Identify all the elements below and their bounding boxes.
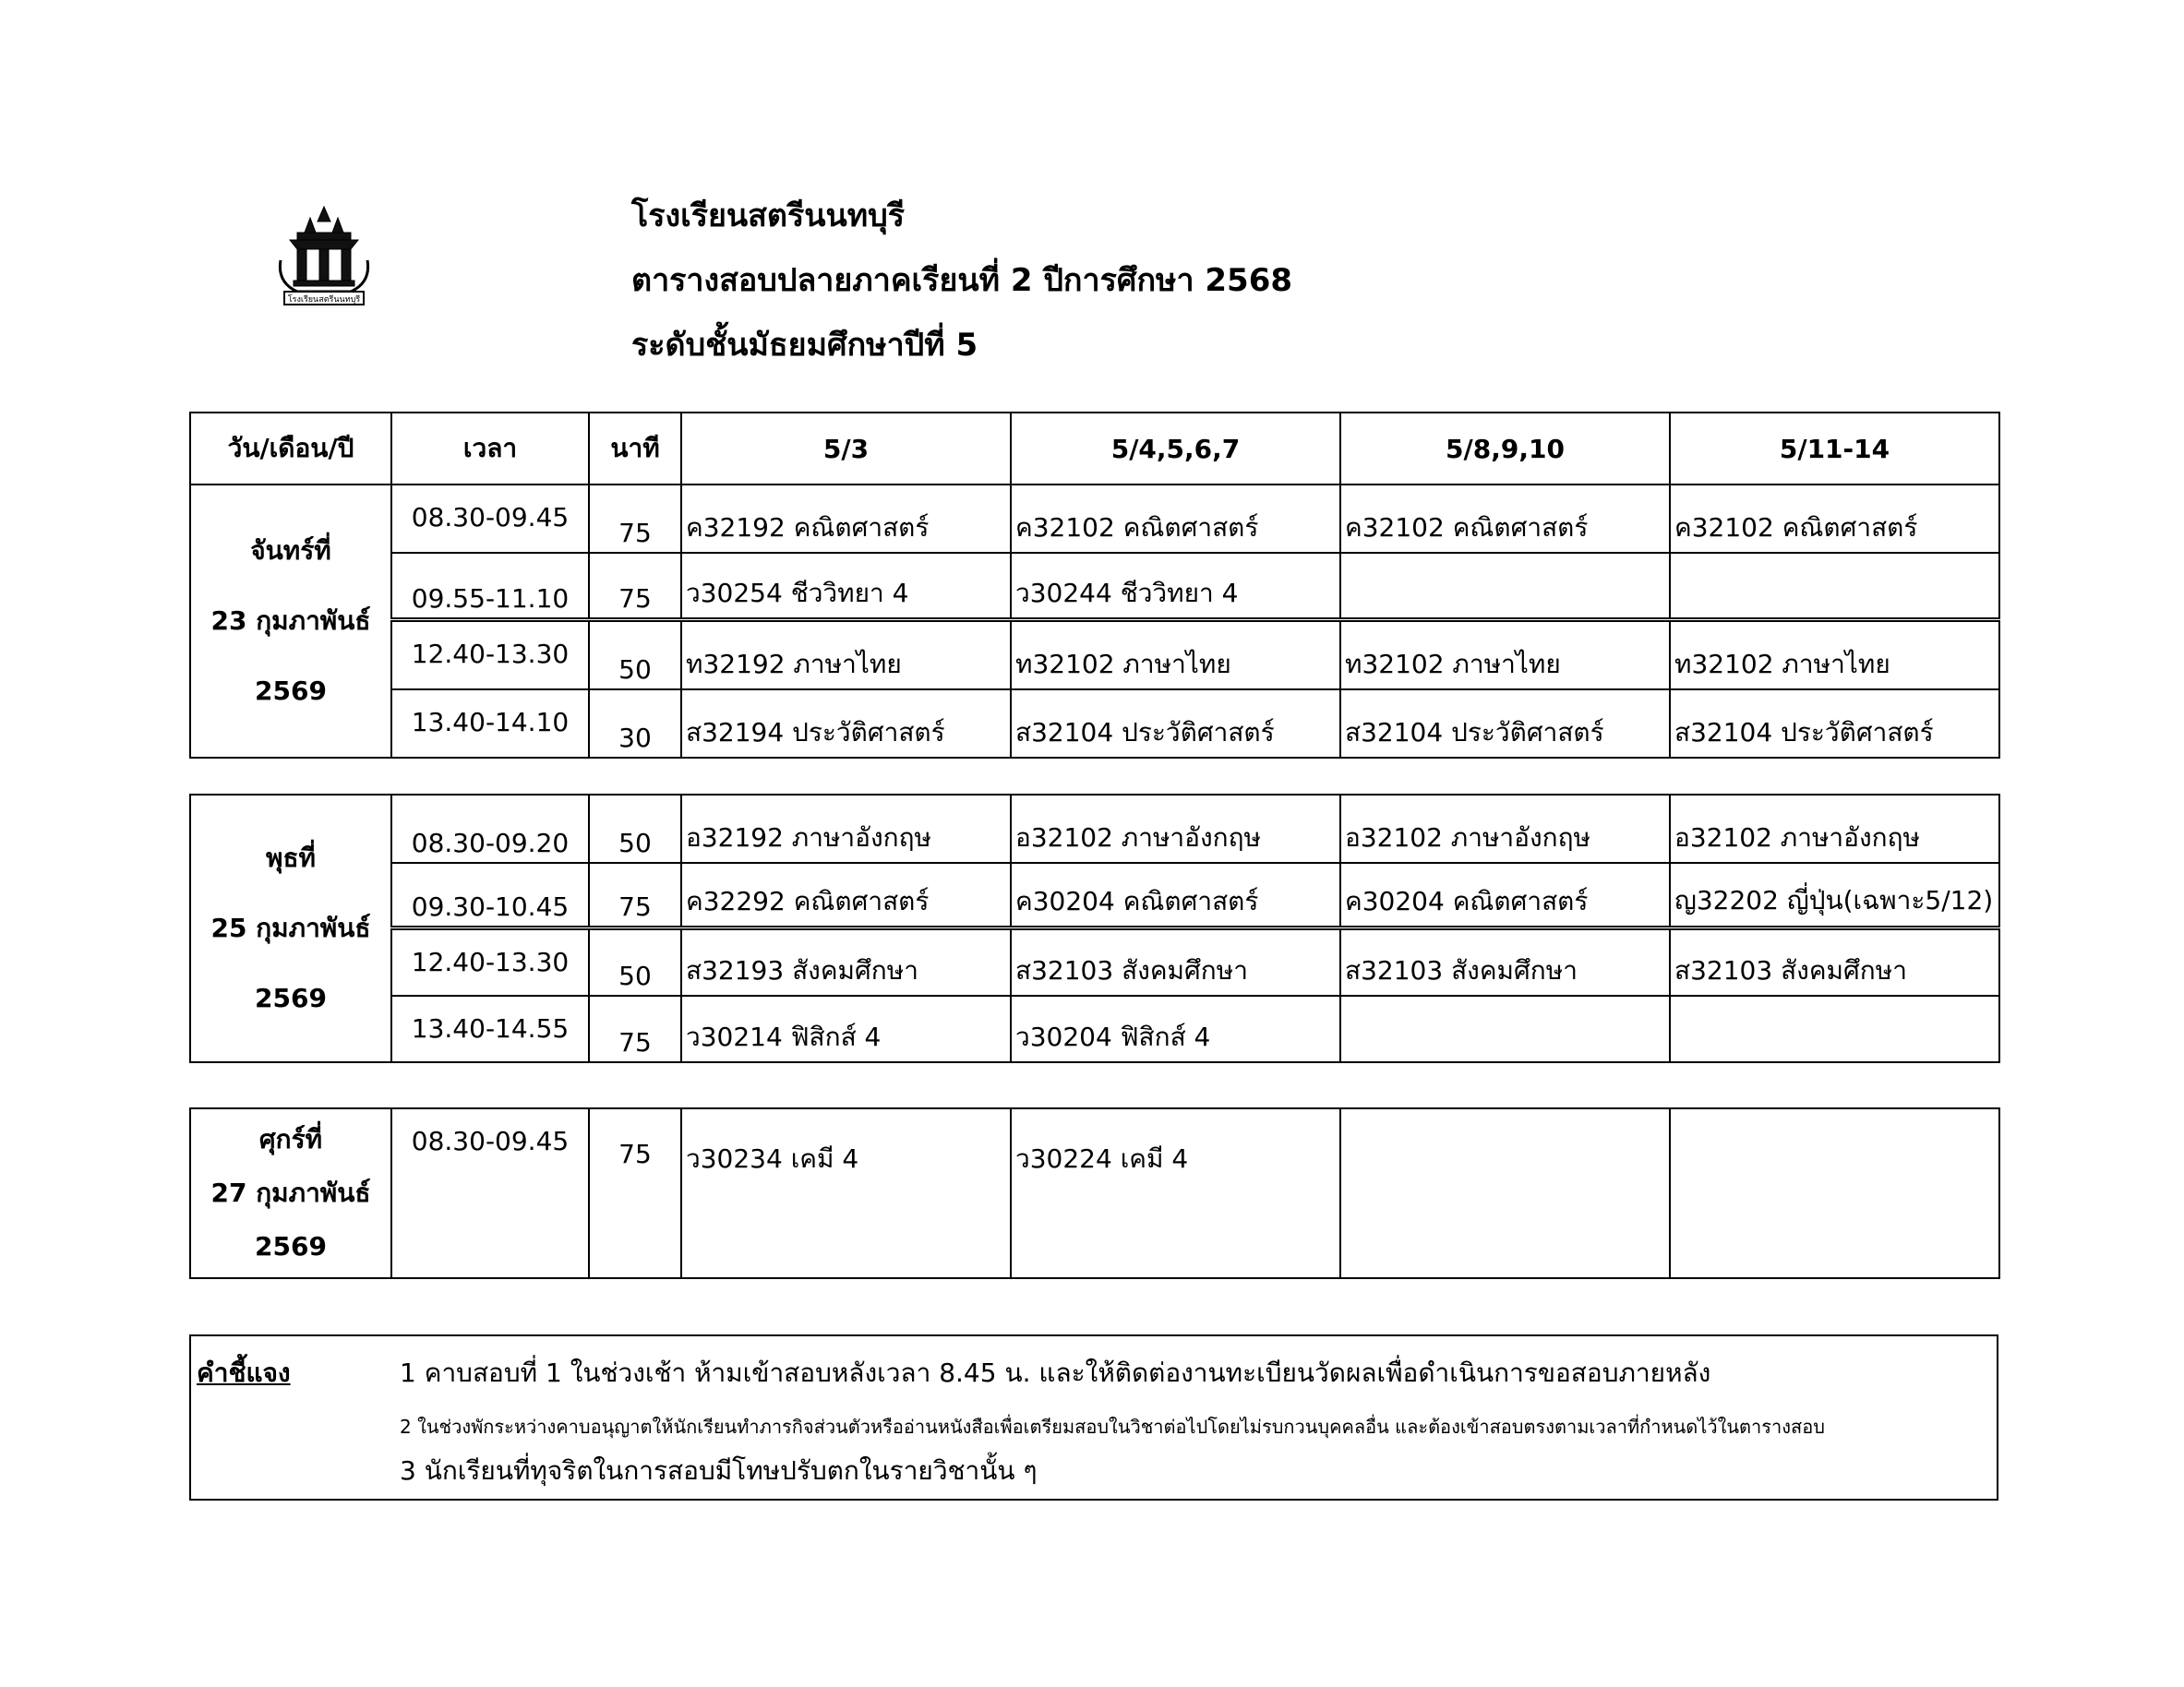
day-name: พุธที่ bbox=[265, 843, 316, 873]
subject-cell: ส32103 สังคมศึกษา bbox=[1011, 927, 1340, 996]
day-date: 27 กุมภาพันธ์ bbox=[210, 1178, 371, 1208]
header-class-5-8-10: 5/8,9,10 bbox=[1340, 413, 1670, 485]
table-row bbox=[190, 485, 1999, 553]
subject-cell bbox=[1340, 1108, 1670, 1278]
table-row bbox=[190, 927, 1999, 996]
table-row bbox=[190, 863, 1999, 927]
subject-cell: ว30204 ฟิสิกส์ 4 bbox=[1011, 996, 1340, 1062]
note-item: 3 นักเรียนที่ทุจริตในการสอบมีโทษปรับตกในรายวิชานั้น ๆ bbox=[400, 1455, 1038, 1486]
minutes-cell: 30 bbox=[589, 689, 681, 758]
notes-label: คำชี้แจง bbox=[197, 1358, 291, 1388]
subject-cell: อ32102 ภาษาอังกฤษ bbox=[1011, 795, 1340, 863]
day-year: 2569 bbox=[255, 676, 327, 706]
table-row bbox=[190, 996, 1999, 1062]
subject-cell: ส32103 สังคมศึกษา bbox=[1340, 927, 1670, 996]
time-cell: 09.30-10.45 bbox=[391, 863, 589, 927]
subject-cell: ค30204 คณิตศาสตร์ bbox=[1340, 863, 1670, 927]
subject-cell bbox=[1670, 1108, 1999, 1278]
subject-cell: ส32194 ประวัติศาสตร์ bbox=[681, 689, 1011, 758]
header-class-5-3: 5/3 bbox=[681, 413, 1011, 485]
subject-cell: ค32102 คณิตศาสตร์ bbox=[1670, 485, 1999, 553]
logo-text: โรงเรียนสตรีนนทบุรี bbox=[287, 295, 361, 305]
subject-cell: อ32102 ภาษาอังกฤษ bbox=[1670, 795, 1999, 863]
exam-table-monday bbox=[189, 412, 2000, 759]
grade-level: ระดับชั้นมัธยมศึกษาปีที่ 5 bbox=[631, 327, 978, 364]
time-cell: 12.40-13.30 bbox=[391, 927, 589, 996]
exam-table-wednesday bbox=[189, 794, 2000, 1063]
subject-cell bbox=[1670, 996, 1999, 1062]
subject-cell: ค32102 คณิตศาสตร์ bbox=[1011, 485, 1340, 553]
day-year: 2569 bbox=[255, 1231, 327, 1262]
table-row bbox=[190, 689, 1999, 758]
header-class-5-11-14: 5/11-14 bbox=[1670, 413, 1999, 485]
minutes-cell: 75 bbox=[589, 996, 681, 1062]
minutes-cell: 50 bbox=[589, 927, 681, 996]
school-logo-emblem bbox=[270, 205, 378, 308]
table-header-row bbox=[190, 413, 1999, 485]
subject-cell: ส32193 สังคมศึกษา bbox=[681, 927, 1011, 996]
subject-cell: ค30204 คณิตศาสตร์ bbox=[1011, 863, 1340, 927]
subject-cell: ว30244 ชีววิทยา 4 bbox=[1011, 553, 1340, 619]
notes-box bbox=[189, 1334, 1998, 1501]
minutes-cell: 50 bbox=[589, 795, 681, 863]
minutes-cell: 75 bbox=[589, 1108, 681, 1278]
day-cell bbox=[190, 485, 391, 758]
table-row bbox=[190, 619, 1999, 689]
table-row bbox=[190, 795, 1999, 863]
day-cell bbox=[190, 795, 391, 1062]
header-date: วัน/เดือน/ปี bbox=[190, 413, 391, 485]
header-class-5-4-7: 5/4,5,6,7 bbox=[1011, 413, 1340, 485]
exam-table-friday bbox=[189, 1107, 2000, 1279]
time-cell: 08.30-09.20 bbox=[391, 795, 589, 863]
day-name: ศุกร์ที่ bbox=[258, 1124, 323, 1155]
minutes-cell: 50 bbox=[589, 619, 681, 689]
note-item: 2 ในช่วงพักระหว่างคาบอนุญาตให้นักเรียนทำภารกิจส่วนตัวหรืออ่านหนังสือเพื่อเตรียมสอบในวิชาต่อไปโดยไม่รบกวนบุคคลอื่น และต้องเข้าสอบตรงตามเวลาที่กำหนดไว้ในตารางสอบ bbox=[400, 1416, 1825, 1438]
time-cell: 13.40-14.55 bbox=[391, 996, 589, 1062]
subject-cell bbox=[1670, 553, 1999, 619]
day-cell bbox=[190, 1108, 391, 1278]
note-item: 1 คาบสอบที่ 1 ในช่วงเช้า ห้ามเข้าสอบหลังเวลา 8.45 น. และให้ติดต่องานทะเบียนวัดผลเพื่อดำเนินการขอสอบภายหลัง bbox=[400, 1358, 1711, 1388]
subject-cell: ว30224 เคมี 4 bbox=[1011, 1108, 1340, 1278]
subject-cell: ส32104 ประวัติศาสตร์ bbox=[1670, 689, 1999, 758]
subject-cell: ส32104 ประวัติศาสตร์ bbox=[1340, 689, 1670, 758]
subject-cell: ค32292 คณิตศาสตร์ bbox=[681, 863, 1011, 927]
day-name: จันทร์ที่ bbox=[250, 535, 331, 566]
subject-cell: ท32102 ภาษาไทย bbox=[1011, 619, 1340, 689]
table-row bbox=[190, 1108, 1999, 1278]
time-cell: 09.55-11.10 bbox=[391, 553, 589, 619]
day-date: 25 กุมภาพันธ์ bbox=[210, 913, 371, 943]
table-row bbox=[190, 553, 1999, 619]
time-cell: 12.40-13.30 bbox=[391, 619, 589, 689]
header-minutes: นาที bbox=[589, 413, 681, 485]
minutes-cell: 75 bbox=[589, 863, 681, 927]
subject-cell: ส32103 สังคมศึกษา bbox=[1670, 927, 1999, 996]
subject-cell: ท32102 ภาษาไทย bbox=[1670, 619, 1999, 689]
subject-cell: ว30234 เคมี 4 bbox=[681, 1108, 1011, 1278]
page-title: ตารางสอบปลายภาคเรียนที่ 2 ปีการศึกษา 2568 bbox=[631, 262, 1293, 299]
subject-cell: ว30254 ชีววิทยา 4 bbox=[681, 553, 1011, 619]
subject-cell: ค32192 คณิตศาสตร์ bbox=[681, 485, 1011, 553]
subject-cell: ญ32202 ญี่ปุ่น(เฉพาะ5/12) bbox=[1670, 863, 1999, 927]
subject-cell bbox=[1340, 553, 1670, 619]
subject-cell bbox=[1340, 996, 1670, 1062]
day-year: 2569 bbox=[255, 983, 327, 1013]
time-cell: 08.30-09.45 bbox=[391, 1108, 589, 1278]
subject-cell: ส32104 ประวัติศาสตร์ bbox=[1011, 689, 1340, 758]
subject-cell: ท32102 ภาษาไทย bbox=[1340, 619, 1670, 689]
time-cell: 13.40-14.10 bbox=[391, 689, 589, 758]
header-time: เวลา bbox=[391, 413, 589, 485]
time-cell: 08.30-09.45 bbox=[391, 485, 589, 553]
subject-cell: ค32102 คณิตศาสตร์ bbox=[1340, 485, 1670, 553]
minutes-cell: 75 bbox=[589, 553, 681, 619]
school-name: โรงเรียนสตรีนนทบุรี bbox=[631, 197, 906, 234]
subject-cell: อ32102 ภาษาอังกฤษ bbox=[1340, 795, 1670, 863]
subject-cell: ท32192 ภาษาไทย bbox=[681, 619, 1011, 689]
subject-cell: ว30214 ฟิสิกส์ 4 bbox=[681, 996, 1011, 1062]
day-date: 23 กุมภาพันธ์ bbox=[210, 605, 371, 636]
subject-cell: อ32192 ภาษาอังกฤษ bbox=[681, 795, 1011, 863]
minutes-cell: 75 bbox=[589, 485, 681, 553]
